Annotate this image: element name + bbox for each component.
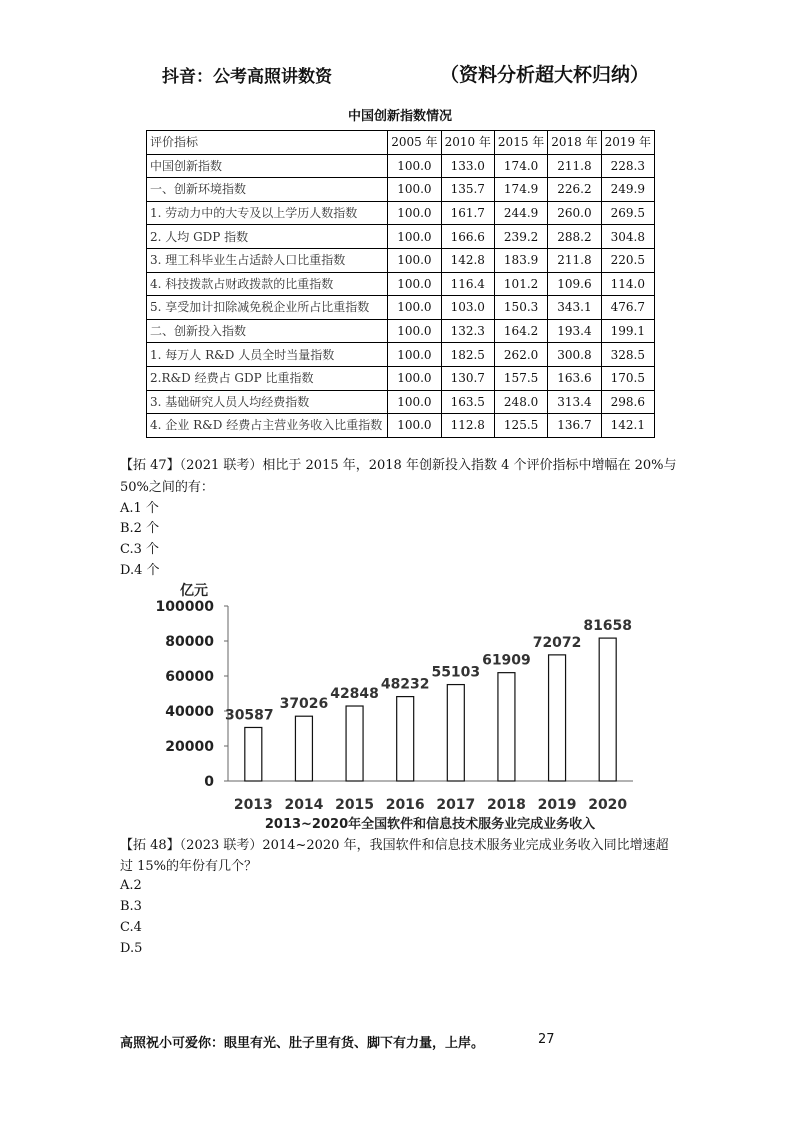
value-cell: 116.4 (441, 272, 494, 296)
value-cell: 100.0 (388, 390, 441, 414)
value-cell: 170.5 (601, 366, 654, 390)
value-cell: 100.0 (388, 296, 441, 320)
x-tick-label: 2013 (233, 797, 273, 813)
bar-value-label: 48232 (380, 676, 430, 693)
value-cell: 100.0 (388, 319, 441, 343)
value-cell: 150.3 (494, 296, 547, 320)
table-row (147, 201, 655, 225)
value-cell: 239.2 (494, 225, 547, 249)
value-cell: 228.3 (601, 154, 654, 178)
bar-value-label: 72072 (532, 634, 582, 651)
value-cell: 142.8 (441, 248, 494, 272)
bar (397, 697, 414, 781)
indicator-name-cell: 2.R&D 经费占 GDP 比重指数 (147, 366, 388, 390)
x-tick-label: 2018 (486, 797, 526, 813)
value-cell: 269.5 (601, 201, 654, 225)
indicator-name-cell: 2. 人均 GDP 指数 (147, 225, 388, 249)
value-cell: 103.0 (441, 296, 494, 320)
bar (498, 673, 515, 781)
value-cell: 164.2 (494, 319, 547, 343)
y-tick-label: 60000 (165, 669, 214, 685)
q48-line2: 过 15%的年份有几个？ (120, 859, 258, 874)
unit-label: 亿元 (180, 583, 208, 599)
x-tick-label: 2019 (537, 797, 577, 813)
value-cell: 163.6 (548, 366, 601, 390)
value-cell: 262.0 (494, 343, 547, 367)
q48-line1: 【拓 48】（2023 联考）2014~2020 年，我国软件和信息技术服务业完成业务收入同比增速超 (120, 838, 669, 853)
bar (245, 727, 262, 781)
value-cell: 114.0 (601, 272, 654, 296)
value-cell: 125.5 (494, 414, 547, 438)
value-cell: 100.0 (388, 366, 441, 390)
indicator-name-cell: 5. 享受加计扣除减免税企业所占比重指数 (147, 296, 388, 320)
q47-option-d: D.4 个 (120, 563, 160, 578)
table-header-cell: 评价指标 (147, 131, 388, 155)
value-cell: 288.2 (548, 225, 601, 249)
value-cell: 100.0 (388, 225, 441, 249)
table-row (147, 296, 655, 320)
revenue-bar-chart (0, 580, 800, 835)
value-cell: 298.6 (601, 390, 654, 414)
value-cell: 101.2 (494, 272, 547, 296)
table-header-cell: 2015 年 (494, 131, 547, 155)
bar (447, 685, 464, 781)
value-cell: 100.0 (388, 272, 441, 296)
header-right: （资料分析超大杯归纳） (440, 64, 650, 86)
value-cell: 220.5 (601, 248, 654, 272)
q48-option-d: D.5 (120, 941, 143, 956)
indicator-name-cell: 1. 每万人 R&D 人员全时当量指数 (147, 343, 388, 367)
value-cell: 211.8 (548, 154, 601, 178)
value-cell: 328.5 (601, 343, 654, 367)
x-tick-label: 2016 (385, 797, 425, 813)
bar (295, 716, 312, 781)
header-left: 抖音：公考高照讲数资 (162, 67, 332, 87)
value-cell: 100.0 (388, 343, 441, 367)
indicator-name-cell: 4. 科技拨款占财政拨款的比重指数 (147, 272, 388, 296)
value-cell: 136.7 (548, 414, 601, 438)
value-cell: 476.7 (601, 296, 654, 320)
value-cell: 313.4 (548, 390, 601, 414)
q47-line1: 【拓 47】（2021 联考）相比于 2015 年，2018 年创新投入指数 4 个评价指标中增幅在 20%与 (120, 458, 677, 473)
indicator-name-cell: 1. 劳动力中的大专及以上学历人数指数 (147, 201, 388, 225)
table-row (147, 343, 655, 367)
table-row (147, 154, 655, 178)
value-cell: 132.3 (441, 319, 494, 343)
value-cell: 100.0 (388, 248, 441, 272)
indicator-name-cell: 二、创新投入指数 (147, 319, 388, 343)
q48-option-b: B.3 (120, 899, 142, 914)
table-row (147, 319, 655, 343)
innovation-index-table (146, 130, 655, 438)
page-number: 27 (538, 1032, 555, 1047)
table-header-cell: 2018 年 (548, 131, 601, 155)
chart-title: 2013~2020年全国软件和信息技术服务业完成业务收入 (264, 817, 596, 832)
bar-value-label: 37026 (279, 696, 329, 713)
value-cell: 163.5 (441, 390, 494, 414)
bar-value-label: 55103 (431, 664, 481, 681)
y-tick-label: 0 (204, 774, 214, 790)
bar-value-label: 61909 (482, 652, 531, 669)
q47-line2: 50%之间的有： (120, 480, 214, 495)
q48-option-a: A.2 (120, 878, 142, 893)
table-title: 中国创新指数情况 (347, 109, 452, 124)
value-cell: 182.5 (441, 343, 494, 367)
value-cell: 300.8 (548, 343, 601, 367)
value-cell: 135.7 (441, 178, 494, 202)
indicator-name-cell: 3. 基础研究人员人均经费指数 (147, 390, 388, 414)
value-cell: 183.9 (494, 248, 547, 272)
indicator-name-cell: 一、创新环境指数 (147, 178, 388, 202)
x-tick-label: 2014 (284, 797, 324, 813)
table-header-row (147, 131, 655, 155)
value-cell: 304.8 (601, 225, 654, 249)
table-row (147, 366, 655, 390)
q47-option-c: C.3 个 (120, 542, 160, 557)
value-cell: 193.4 (548, 319, 601, 343)
value-cell: 166.6 (441, 225, 494, 249)
value-cell: 174.9 (494, 178, 547, 202)
x-tick-label: 2015 (335, 797, 375, 813)
indicator-name-cell: 3. 理工科毕业生占适龄人口比重指数 (147, 248, 388, 272)
value-cell: 157.5 (494, 366, 547, 390)
value-cell: 161.7 (441, 201, 494, 225)
value-cell: 130.7 (441, 366, 494, 390)
q47-option-b: B.2 个 (120, 521, 160, 536)
footer-text: 高照祝小可爱你：眼里有光、肚子里有货、脚下有力量，上岸。 (120, 1036, 485, 1051)
value-cell: 260.0 (548, 201, 601, 225)
bar (549, 655, 566, 781)
indicator-name-cell: 4. 企业 R&D 经费占主营业务收入比重指数 (147, 414, 388, 438)
value-cell: 133.0 (441, 154, 494, 178)
table-row (147, 414, 655, 438)
bar (346, 706, 363, 781)
value-cell: 249.9 (601, 178, 654, 202)
y-tick-label: 80000 (165, 634, 214, 650)
table-header-cell: 2010 年 (441, 131, 494, 155)
value-cell: 109.6 (548, 272, 601, 296)
table-row (147, 272, 655, 296)
q47-option-a: A.1 个 (120, 501, 159, 516)
table-header-cell: 2005 年 (388, 131, 441, 155)
value-cell: 199.1 (601, 319, 654, 343)
q48-option-c: C.4 (120, 920, 142, 935)
value-cell: 100.0 (388, 201, 441, 225)
value-cell: 248.0 (494, 390, 547, 414)
bar-value-label: 81658 (583, 618, 633, 635)
x-tick-label: 2017 (436, 797, 476, 813)
y-tick-label: 100000 (155, 599, 214, 615)
value-cell: 226.2 (548, 178, 601, 202)
x-tick-label: 2020 (588, 797, 628, 813)
value-cell: 142.1 (601, 414, 654, 438)
value-cell: 100.0 (388, 414, 441, 438)
table-row (147, 225, 655, 249)
value-cell: 211.8 (548, 248, 601, 272)
value-cell: 112.8 (441, 414, 494, 438)
y-tick-label: 20000 (165, 739, 214, 755)
value-cell: 343.1 (548, 296, 601, 320)
bar-value-label: 30587 (224, 707, 274, 724)
y-tick-label: 40000 (165, 704, 214, 720)
table-row (147, 248, 655, 272)
table-header-cell: 2019 年 (601, 131, 654, 155)
value-cell: 100.0 (388, 154, 441, 178)
value-cell: 174.0 (494, 154, 547, 178)
table-row (147, 390, 655, 414)
indicator-name-cell: 中国创新指数 (147, 154, 388, 178)
table-row (147, 178, 655, 202)
value-cell: 244.9 (494, 201, 547, 225)
bar (599, 638, 616, 781)
bar-value-label: 42848 (330, 686, 379, 703)
value-cell: 100.0 (388, 178, 441, 202)
